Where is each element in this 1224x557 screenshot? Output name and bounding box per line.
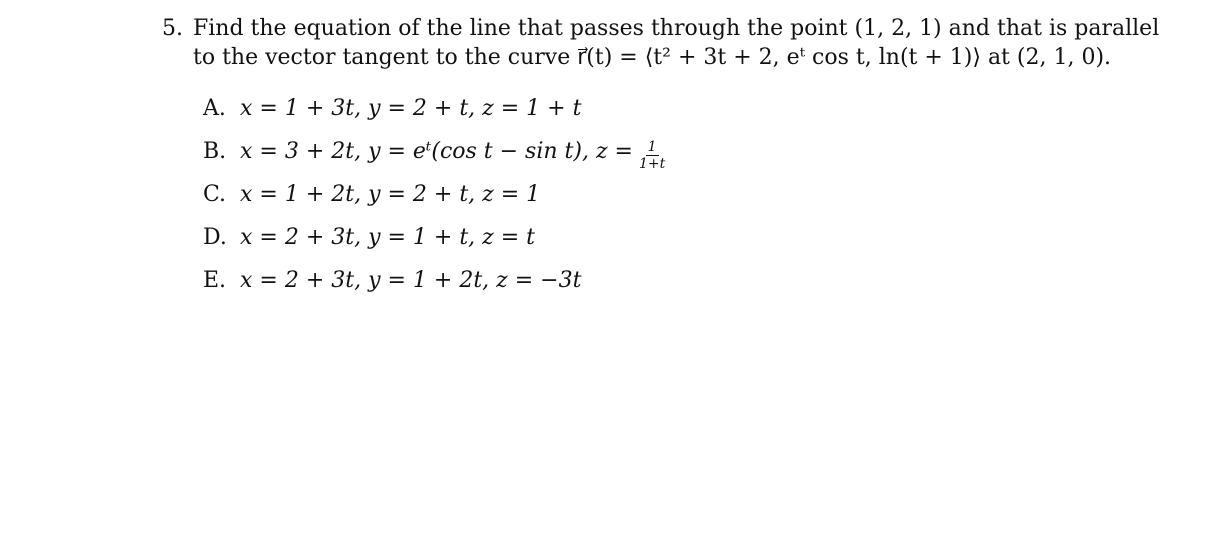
choice-equation: x = 3 + 2t, y = eᵗ(cos t − sin t), z =: [240, 138, 633, 164]
answer-choices: [203, 87, 667, 302]
question-line-2: to the vector tangent to the curve r⃗(t) = ⟨t² + 3t + 2, eᵗ cos t, ln(t + 1)⟩ at (2, 1, 0).: [193, 45, 1112, 70]
choice-equation: x = 2 + 3t, y = 1 + 2t, z = −3t: [240, 267, 582, 293]
fraction: [637, 140, 667, 171]
choice-letter: A.: [203, 95, 226, 121]
choice-b: [203, 130, 667, 173]
question-line-1: Find the equation of the line that passes through the point (1, 2, 1) and that is parallel: [193, 16, 1160, 41]
choice-letter: B.: [203, 138, 227, 164]
choice-letter: E.: [203, 267, 227, 293]
choice-letter: C.: [203, 181, 227, 207]
choice-c: [203, 173, 667, 216]
fraction-denominator: 1+t: [638, 156, 666, 172]
choice-e: [203, 259, 667, 302]
choice-equation: x = 1 + 2t, y = 2 + t, z = 1: [240, 181, 541, 207]
choice-letter: D.: [203, 224, 227, 250]
choice-d: [203, 216, 667, 259]
question-number: 5.: [162, 16, 183, 41]
choice-equation: x = 2 + 3t, y = 1 + t, z = t: [240, 224, 536, 250]
question-text: [193, 14, 1162, 72]
problem-statement: [162, 14, 1162, 72]
choice-a: [203, 87, 667, 130]
choice-equation: x = 1 + 3t, y = 2 + t, z = 1 + t: [240, 95, 582, 121]
fraction-numerator: 1: [647, 139, 657, 155]
